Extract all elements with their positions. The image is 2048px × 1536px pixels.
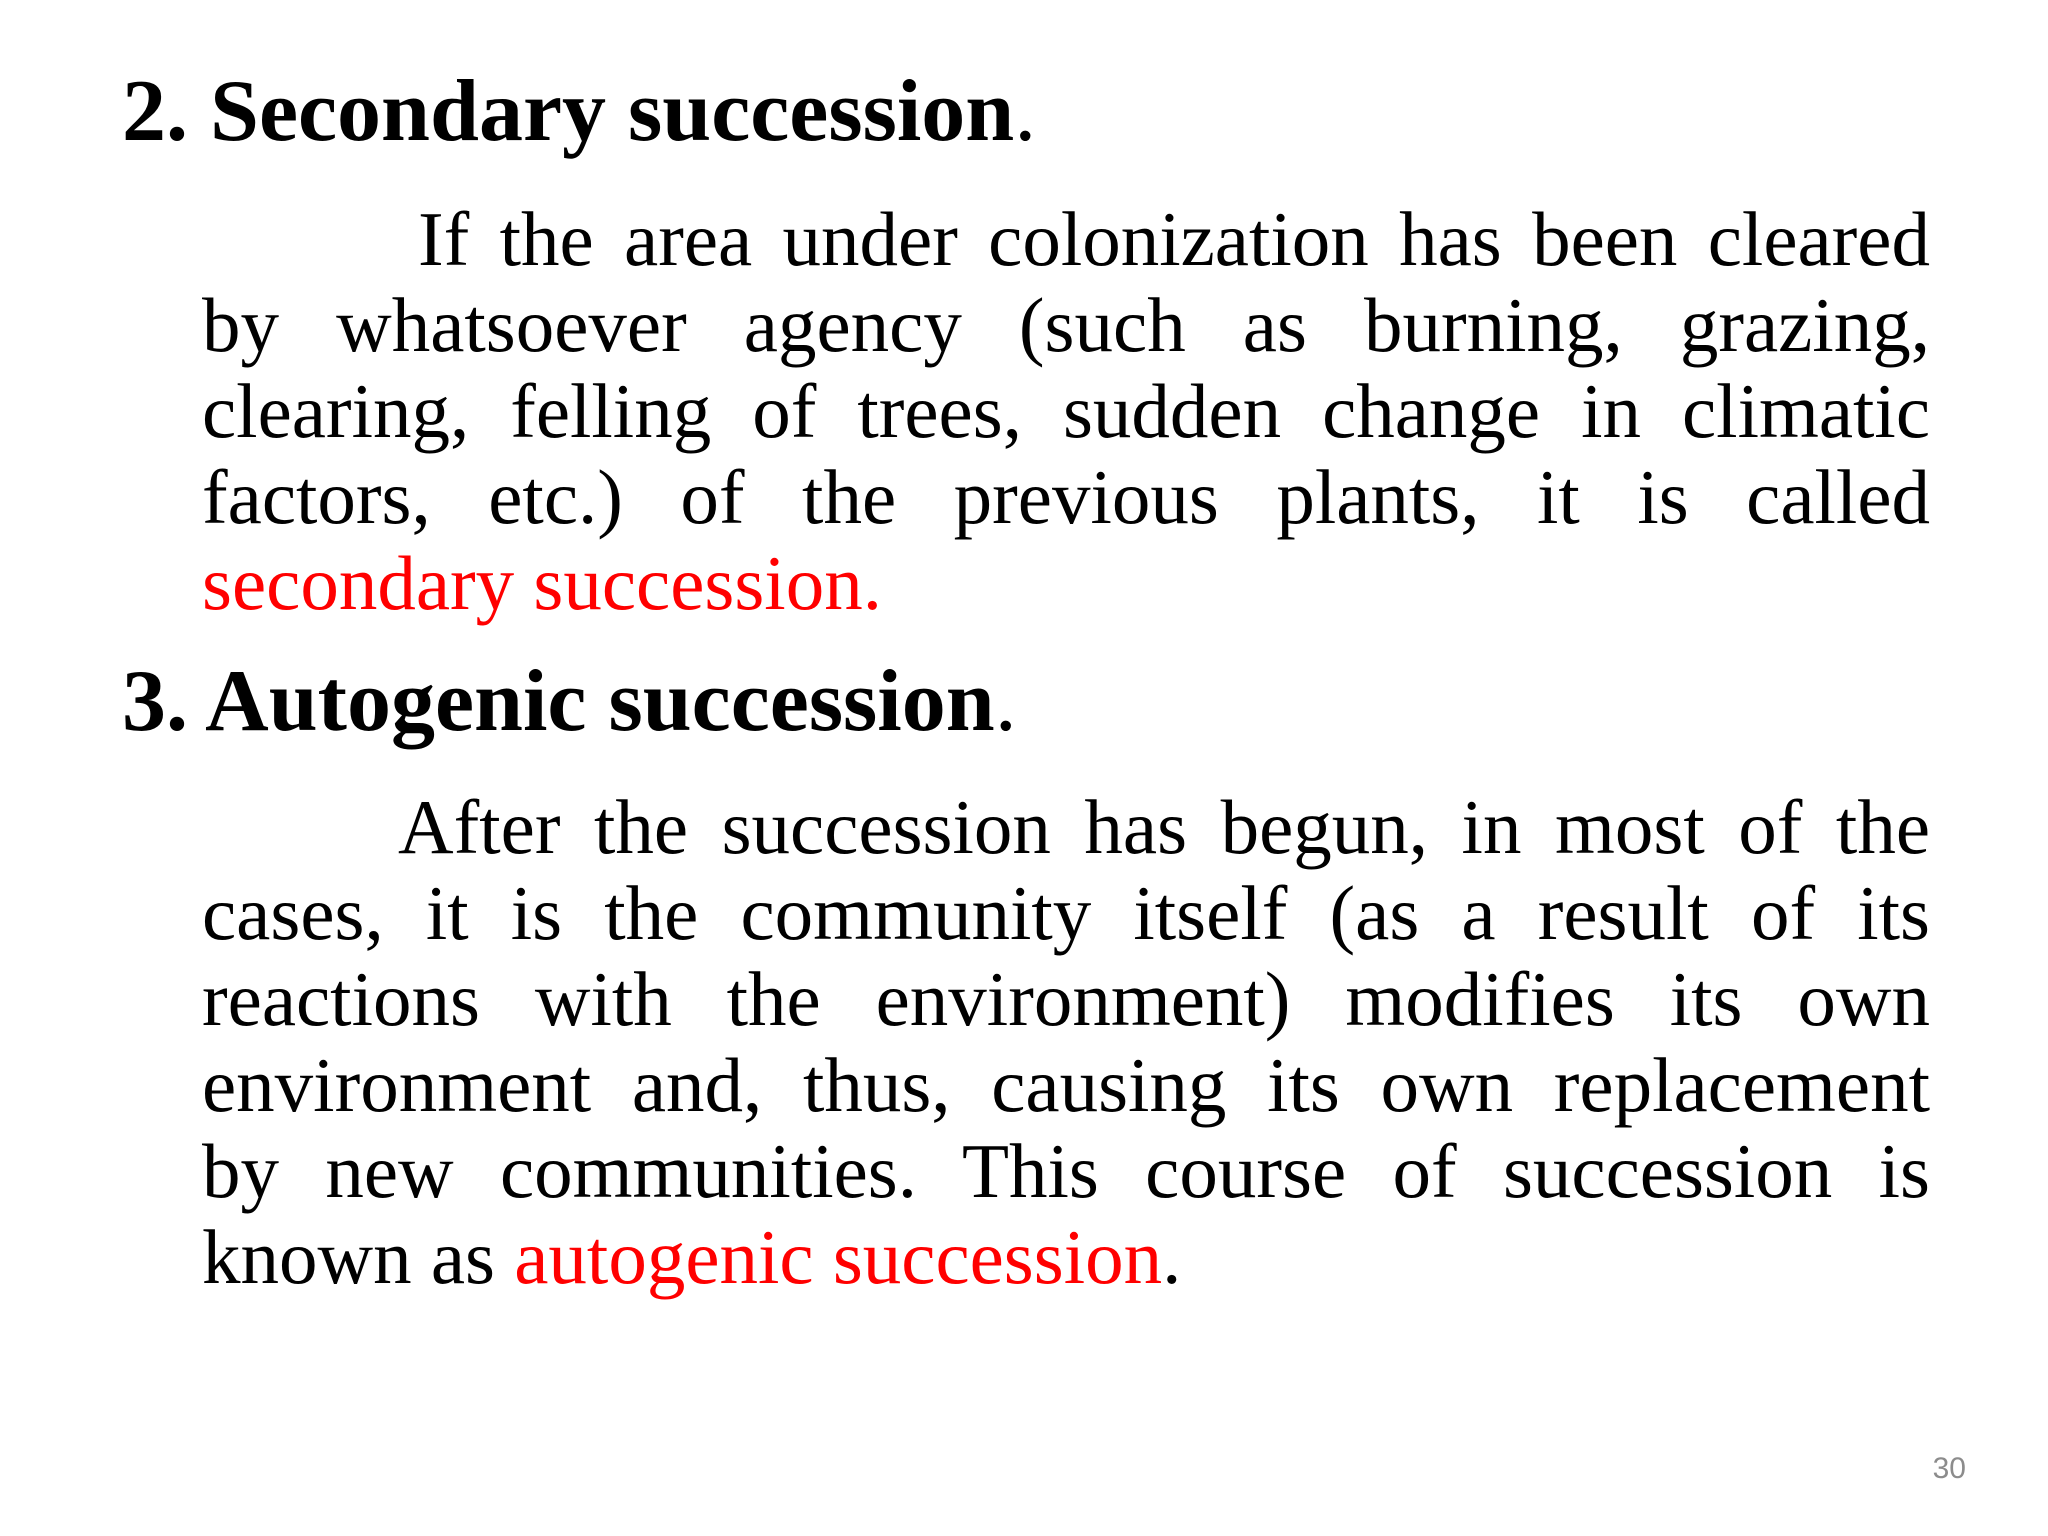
section-heading-secondary-succession <box>122 62 1036 162</box>
paragraph-line: reactions with the environment) modifies its own <box>202 956 1930 1042</box>
paragraph-secondary-succession <box>202 196 1930 626</box>
paragraph-last-line <box>202 540 1930 626</box>
paragraph-line: factors, etc.) of the previous plants, it is called <box>202 454 1930 540</box>
paragraph-line: cases, it is the community itself (as a result of its <box>202 870 1930 956</box>
page-number: 30 <box>1932 1452 1966 1485</box>
section-heading-autogenic-succession <box>122 652 1017 752</box>
heading-punctuation: . <box>994 653 1017 750</box>
paragraph-line: After the succession has begun, in most of the <box>398 784 1930 870</box>
paragraph-last-line <box>202 1214 1930 1300</box>
last-line-suffix: . <box>1162 1214 1182 1300</box>
heading-text: 3. Autogenic succession <box>122 653 995 750</box>
paragraph-autogenic-succession <box>202 784 1930 1300</box>
paragraph-line: clearing, felling of trees, sudden change in climatic <box>202 368 1930 454</box>
heading-punctuation: . <box>1014 63 1037 160</box>
paragraph-line: If the area under colonization has been cleared <box>418 196 1930 282</box>
paragraph-line: by new communities. This course of succession is <box>202 1128 1930 1214</box>
heading-text: 2. Secondary succession <box>122 63 1015 160</box>
last-line-prefix: known as <box>202 1214 515 1300</box>
paragraph-line: environment and, thus, causing its own replacement <box>202 1042 1930 1128</box>
highlighted-term-secondary-succession: secondary succession. <box>202 540 882 626</box>
highlighted-term-autogenic-succession: autogenic succession <box>514 1214 1163 1300</box>
paragraph-line: by whatsoever agency (such as burning, grazing, <box>202 282 1930 368</box>
